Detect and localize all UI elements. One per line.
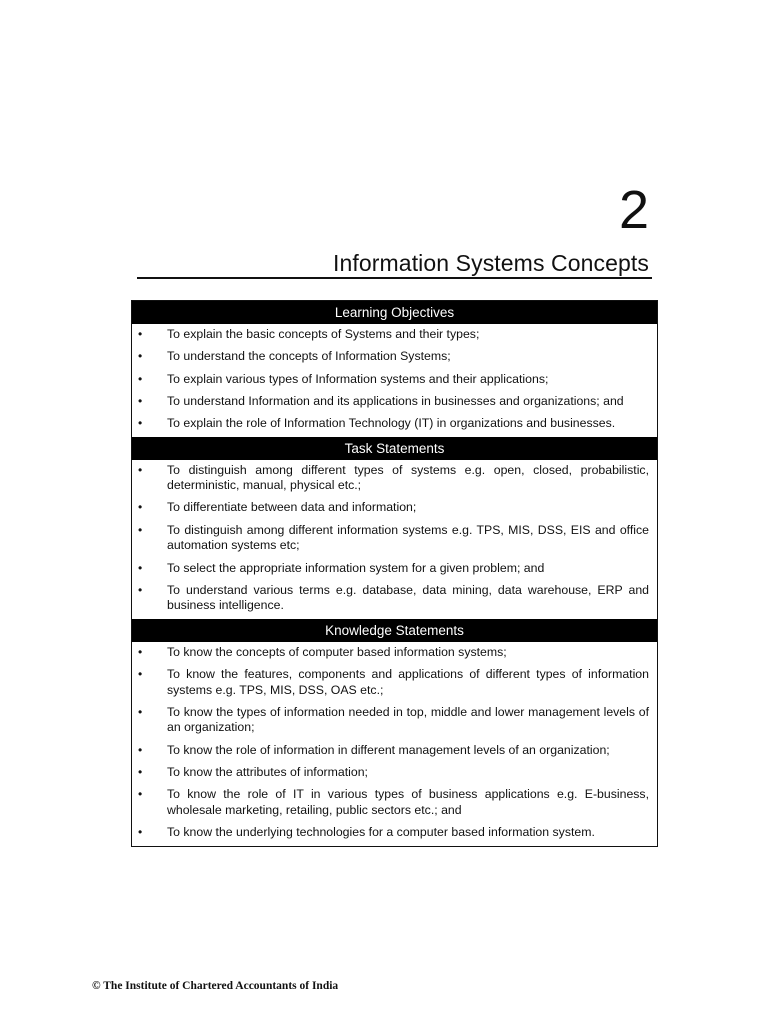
list-item <box>132 500 649 516</box>
page-footer: © The Institute of Chartered Accountants of India <box>92 980 339 992</box>
list-item <box>132 645 649 661</box>
bullet-icon: • <box>138 349 143 364</box>
list-item-text: To know the role of IT in various types of business applications e.g. E-business, wholesale marketing, retailing, public sectors etc.; and <box>167 787 649 817</box>
list-item <box>132 787 649 818</box>
list-item-text: To distinguish among different types of systems e.g. open, closed, probabilistic, deterministic, manual, physical etc.; <box>167 462 649 493</box>
list-item <box>132 705 649 736</box>
list-item-text: To distinguish among different information systems e.g. TPS, MIS, DSS, EIS and office automation systems etc; <box>167 522 649 553</box>
list-item-text: To understand the concepts of Information Systems; <box>167 349 451 364</box>
section-heading-learning-objectives: Learning Objectives <box>132 301 657 324</box>
objectives-box <box>131 300 658 847</box>
section-heading-knowledge-statements: Knowledge Statements <box>132 619 657 642</box>
list-item <box>132 327 649 343</box>
bullet-icon: • <box>138 787 143 802</box>
bullet-icon: • <box>138 667 143 682</box>
bullet-icon: • <box>138 560 143 575</box>
list-item <box>132 765 649 781</box>
list-item <box>132 743 649 759</box>
list-item-text: To understand various terms e.g. database, data mining, data warehouse, ERP and business intelligence. <box>167 582 649 613</box>
list-item <box>132 561 649 577</box>
list-item-text: To know the underlying technologies for a computer based information system. <box>167 825 595 840</box>
bullet-icon: • <box>138 416 143 431</box>
list-item-text: To know the features, components and applications of different types of information systems e.g. TPS, MIS, DSS, OAS etc.; <box>167 667 649 697</box>
list-item <box>132 349 649 365</box>
title-underline <box>137 277 652 279</box>
bullet-icon: • <box>138 825 143 840</box>
bullet-icon: • <box>138 644 143 659</box>
list-item <box>132 523 649 554</box>
bullet-icon: • <box>138 393 143 408</box>
list-item-text: To explain various types of Information systems and their applications; <box>167 371 549 386</box>
list-item <box>132 394 649 410</box>
list-item <box>132 372 649 388</box>
bullet-icon: • <box>138 704 143 719</box>
list-item-text: To explain the role of Information Technology (IT) in organizations and businesses. <box>167 416 616 431</box>
list-item-text: To explain the basic concepts of Systems and their types; <box>167 327 480 341</box>
list-item-text: To know the types of information needed in top, middle and lower management levels of an organization; <box>167 704 649 735</box>
section-heading-task-statements: Task Statements <box>132 437 657 460</box>
chapter-title: Information Systems Concepts <box>333 250 649 276</box>
list-item-text: To understand Information and its applications in businesses and organizations; and <box>167 393 624 408</box>
task-statements-list <box>132 460 657 619</box>
list-item <box>132 416 649 432</box>
list-item-text: To know the attributes of information; <box>167 765 368 780</box>
list-item <box>132 463 649 494</box>
list-item-text: To select the appropriate information system for a given problem; and <box>167 560 545 575</box>
list-item-text: To know the concepts of computer based information systems; <box>167 644 507 659</box>
bullet-icon: • <box>138 327 143 341</box>
list-item <box>132 667 649 698</box>
bullet-icon: • <box>138 522 143 537</box>
list-item <box>132 825 649 841</box>
bullet-icon: • <box>138 765 143 780</box>
bullet-icon: • <box>138 500 143 515</box>
bullet-icon: • <box>138 742 143 757</box>
list-item <box>132 583 649 614</box>
bullet-icon: • <box>138 462 143 477</box>
list-item-text: To know the role of information in different management levels of an organization; <box>167 742 610 757</box>
knowledge-statements-list <box>132 642 657 846</box>
bullet-icon: • <box>138 371 143 386</box>
chapter-number: 2 <box>618 180 649 240</box>
learning-objectives-list <box>132 324 657 437</box>
list-item-text: To differentiate between data and information; <box>167 500 417 515</box>
bullet-icon: • <box>138 582 143 597</box>
